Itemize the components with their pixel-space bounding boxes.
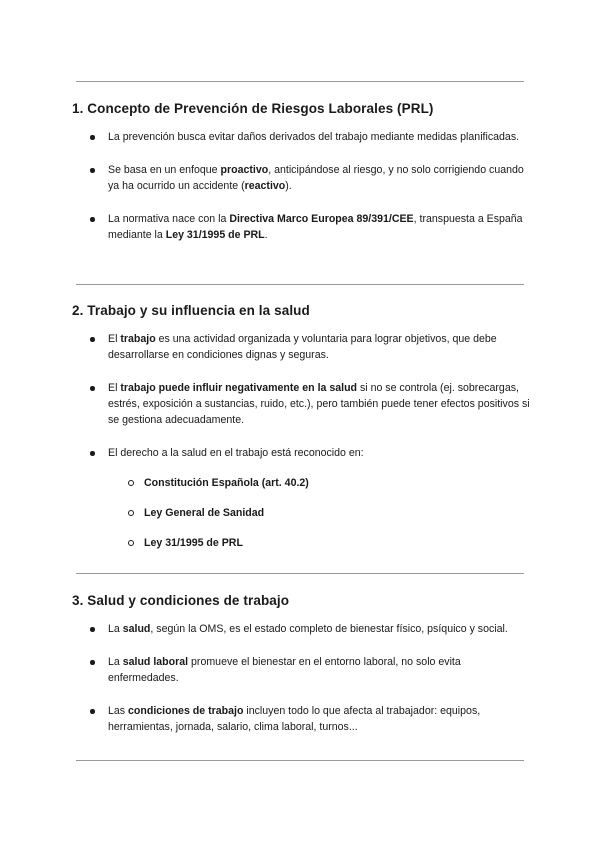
text-run: , según la OMS, es el estado completo de bienestar físico, psíquico y social.: [150, 623, 508, 635]
section-work-health: [72, 302, 532, 551]
bold-text: salud: [122, 623, 151, 635]
text-run: El derecho a la salud en el trabajo está reconocido en:: [108, 447, 364, 459]
bold-text: proactivo: [220, 164, 269, 176]
bullet-item: [72, 211, 532, 243]
bold-text: salud laboral: [122, 656, 189, 668]
section-heading: 1. Concepto de Prevención de Riesgos Laborales (PRL): [72, 101, 434, 116]
text-run: ).: [285, 180, 292, 192]
text-run: si no se controla (ej. sobrecargas, estrés, exposición a sustancias, ruido, etc.), pero también puede tener efectos positivos si se gestiona adecuadamente.: [108, 382, 530, 426]
text-run: La normativa nace con la: [108, 213, 230, 225]
text-run: incluyen todo lo que afecta al trabajador: equipos, herramientas, jornada, salario, clima laboral, turnos...: [108, 705, 481, 733]
text-run: La prevención busca evitar daños derivados del trabajo mediante medidas planificadas.: [108, 131, 520, 143]
section-prl-concept: [72, 100, 532, 243]
bullet-item: [72, 703, 532, 735]
text-run: , transpuesta a España mediante la: [108, 213, 523, 241]
bullet-item: [72, 621, 532, 637]
text-run: Las: [108, 705, 129, 717]
divider: [76, 760, 524, 761]
bold-text: reactivo: [244, 180, 286, 192]
bold-text: Directiva Marco Europea 89/391/CEE: [229, 213, 414, 225]
bold-text: trabajo: [120, 333, 156, 345]
text-run: El: [108, 333, 121, 345]
bullet-item: [72, 380, 532, 428]
bullet-list: [72, 129, 532, 243]
bold-text: condiciones de trabajo: [128, 705, 244, 717]
bullet-item: [72, 654, 532, 686]
text-run: La: [108, 623, 123, 635]
bullet-list: [72, 621, 532, 735]
sub-bullet-item: Constitución Española (art. 40.2): [72, 475, 532, 491]
section-heading: 3. Salud y condiciones de trabajo: [72, 593, 290, 608]
section-heading: 2. Trabajo y su influencia en la salud: [72, 303, 310, 318]
divider: [76, 81, 524, 82]
bold-text: trabajo puede influir negativamente en la salud: [120, 382, 358, 394]
divider: [76, 284, 524, 285]
bold-text: Ley 31/1995 de PRL: [165, 229, 265, 241]
text-run: Se basa en un enfoque: [108, 164, 221, 176]
sub-bullet-item: Ley General de Sanidad: [72, 505, 532, 521]
text-run: es una actividad organizada y voluntaria para lograr objetivos, que debe desarrollarse en condiciones dignas y seguras.: [108, 333, 497, 361]
divider: [76, 573, 524, 574]
text-run: , anticipándose al riesgo, y no solo corrigiendo cuando ya ha ocurrido un accidente (: [108, 164, 524, 192]
bullet-item: [72, 331, 532, 363]
sub-bullet-list: [72, 475, 532, 551]
text-run: El: [108, 382, 121, 394]
text-run: .: [264, 229, 268, 241]
bullet-item: [72, 129, 532, 145]
bullet-item: [72, 445, 532, 461]
bullet-item: [72, 162, 532, 194]
text-run: promueve el bienestar en el entorno laboral, no solo evita enfermedades.: [108, 656, 461, 684]
section-health-conditions: [72, 592, 532, 735]
sub-bullet-item: Ley 31/1995 de PRL: [72, 535, 532, 551]
text-run: La: [108, 656, 123, 668]
bullet-list: [72, 331, 532, 461]
